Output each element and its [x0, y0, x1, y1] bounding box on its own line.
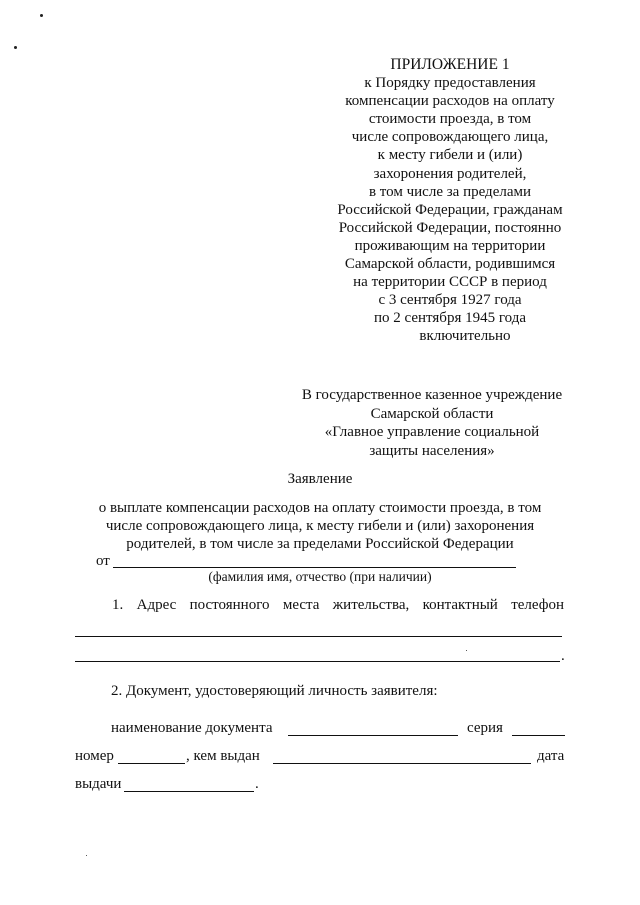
from-label: от [96, 553, 110, 569]
statement-subject-line: родителей, в том числе за пределами Российской Федерации [126, 536, 514, 552]
section1-title [112, 596, 564, 614]
appendix-line: проживающим на территории [354, 237, 546, 254]
issued-by-field[interactable] [273, 763, 531, 764]
address-field-line-1[interactable] [75, 636, 562, 637]
section1-word: 1. [112, 597, 124, 613]
number-label: номер [75, 748, 114, 764]
doc-name-label: наименование документа [111, 720, 273, 736]
appendix-line: захоронения родителей, [373, 165, 527, 182]
margin-speck [40, 14, 43, 17]
appendix-line: с 3 сентября 1927 года [378, 292, 522, 309]
series-field[interactable] [512, 735, 565, 736]
address-field-line-2[interactable] [75, 661, 560, 662]
section1-word: Адрес [136, 597, 177, 613]
appendix-line: к месту гибели и (или) [377, 147, 523, 164]
page-speck [466, 650, 467, 651]
doc-name-field[interactable] [288, 735, 458, 736]
addressee-line: «Главное управление социальной [324, 424, 540, 440]
series-label: серия [467, 720, 503, 736]
appendix-line: к Порядку предоставления [364, 75, 536, 92]
addressee-block [282, 386, 582, 460]
statement-subject-line: о выплате компенсации расходов на оплату стоимости проезда, в том [98, 500, 542, 516]
appendix-line: в том числе за пределами [368, 183, 532, 200]
margin-speck [14, 46, 17, 49]
appendix-line: Российской Федерации, гражданам [337, 201, 563, 218]
page-speck [86, 855, 87, 856]
section1-word: жительства, [332, 597, 410, 613]
from-caption: (фамилия имя, отчество (при наличии) [208, 569, 432, 584]
appendix-line: Российской Федерации, постоянно [338, 219, 562, 236]
addressee-line: защиты населения» [369, 442, 495, 459]
section1-word: телефон [511, 597, 564, 613]
appendix-block [300, 56, 600, 346]
issue-end-mark: . [255, 776, 259, 792]
section2-heading: 2. Документ, удостоверяющий личность заявителя: [111, 683, 438, 699]
addressee-line: Самарской области [370, 405, 494, 422]
section1-word: контактный [422, 597, 498, 613]
statement-heading: Заявление [287, 471, 353, 487]
date-label: дата [537, 748, 565, 764]
statement-subject-line: числе сопровождающего лица, к месту гибели и (или) захоронения [105, 518, 535, 534]
appendix-line: включительно [419, 328, 511, 345]
issue-date-field[interactable] [124, 791, 254, 792]
issued-by-label: , кем выдан [186, 748, 260, 764]
appendix-line: стоимости проезда, в том [368, 111, 532, 128]
appendix-line: на территории СССР в период [353, 274, 547, 291]
address-end-mark: . [561, 648, 565, 664]
number-field[interactable] [118, 763, 185, 764]
issue-label: выдачи [75, 776, 122, 792]
appendix-line: по 2 сентября 1945 года [374, 310, 526, 327]
section1-word: постоянного [189, 597, 270, 613]
section1-word: места [282, 597, 320, 613]
addressee-line: В государственное казенное учреждение [301, 387, 563, 403]
appendix-line: Самарской области, родившимся [344, 256, 556, 273]
appendix-title: ПРИЛОЖЕНИЕ 1 [390, 56, 510, 73]
appendix-line: компенсации расходов на оплату [345, 93, 555, 110]
appendix-line: числе сопровождающего лица, [351, 129, 549, 146]
